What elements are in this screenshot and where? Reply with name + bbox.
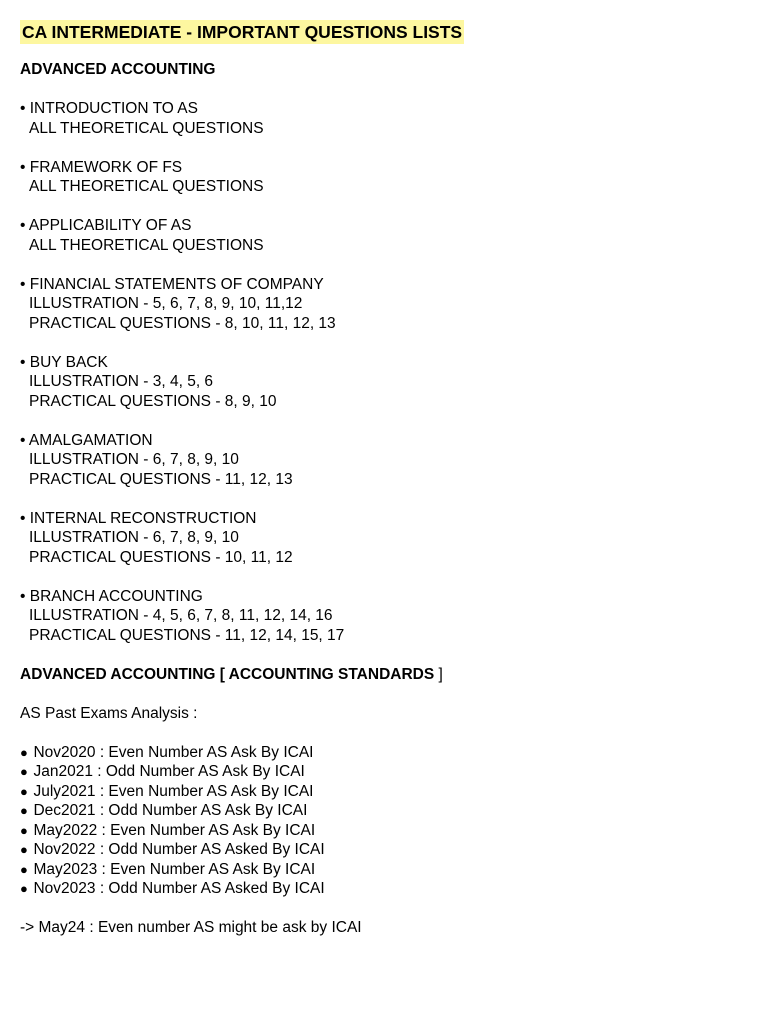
topic-name-text: FINANCIAL STATEMENTS OF COMPANY xyxy=(29,275,324,293)
bullet-icon: • xyxy=(20,100,30,117)
page-title: CA INTERMEDIATE - IMPORTANT QUESTIONS LISTS xyxy=(22,22,463,42)
topic-name-text: APPLICABILITY OF AS xyxy=(28,217,192,234)
topic-detail: ALL THEORETICAL QUESTIONS xyxy=(29,236,264,254)
topic-detail: ALL THEORETICAL QUESTIONS xyxy=(29,178,264,195)
list-item-text: Nov2020 : Even Number AS Ask By ICAI xyxy=(33,743,314,761)
list-item xyxy=(20,801,768,821)
list-item xyxy=(20,821,768,841)
topic-name xyxy=(20,587,768,607)
topic-name-text: BUY BACK xyxy=(29,353,108,371)
exam-analysis-list xyxy=(20,743,768,899)
topic-name xyxy=(20,431,768,451)
list-item-text: Nov2022 : Odd Number AS Asked By ICAI xyxy=(33,841,325,858)
bullet-icon: ● xyxy=(20,881,32,896)
bullet-icon: ● xyxy=(20,803,32,818)
topic-name xyxy=(20,99,768,119)
bullet-icon: ● xyxy=(20,744,32,760)
topic-detail: PRACTICAL QUESTIONS - 8, 10, 11, 12, 13 xyxy=(29,314,336,332)
bullet-icon: • xyxy=(20,509,30,527)
topic-name-text: FRAMEWORK OF FS xyxy=(29,158,183,176)
analysis-intro: AS Past Exams Analysis : xyxy=(20,704,198,722)
section-heading-bold: ADVANCED ACCOUNTING [ ACCOUNTING STANDARDS xyxy=(20,665,435,683)
topic-name-text: AMALGAMATION xyxy=(28,431,153,449)
list-item xyxy=(20,879,768,899)
topic-detail: ALL THEORETICAL QUESTIONS xyxy=(29,119,264,137)
topic-detail: ILLUSTRATION - 6, 7, 8, 9, 10 xyxy=(29,529,239,546)
prediction-note: -> May24 : Even number AS might be ask by ICAI xyxy=(20,919,362,936)
topic-name xyxy=(20,216,768,236)
topic-detail: ILLUSTRATION - 6, 7, 8, 9, 10 xyxy=(29,451,239,468)
topic-detail: ILLUSTRATION - 4, 5, 6, 7, 8, 11, 12, 14, 16 xyxy=(29,607,333,624)
bullet-icon: • xyxy=(20,431,29,449)
topic-detail: PRACTICAL QUESTIONS - 11, 12, 14, 15, 17 xyxy=(29,626,345,644)
bullet-icon: • xyxy=(20,587,30,605)
bullet-icon: ● xyxy=(20,764,32,779)
topic-detail: PRACTICAL QUESTIONS - 10, 11, 12 xyxy=(29,548,293,566)
title-row xyxy=(20,20,768,44)
topic-name xyxy=(20,353,768,373)
topic-detail: PRACTICAL QUESTIONS - 11, 12, 13 xyxy=(29,470,293,488)
list-item-text: Jan2021 : Odd Number AS Ask By ICAI xyxy=(33,763,305,780)
bullet-icon: • xyxy=(20,158,30,176)
topic-detail: ILLUSTRATION - 5, 6, 7, 8, 9, 10, 11,12 xyxy=(29,295,303,312)
bullet-icon: ● xyxy=(20,822,32,838)
section-heading-advanced-accounting: ADVANCED ACCOUNTING xyxy=(20,61,216,78)
bullet-icon: • xyxy=(20,217,29,234)
topic-name xyxy=(20,275,768,295)
list-item-text: May2022 : Even Number AS Ask By ICAI xyxy=(33,821,316,839)
list-item xyxy=(20,743,768,763)
section-heading-tail: ] xyxy=(434,665,443,683)
topic-name-text: INTRODUCTION TO AS xyxy=(29,100,198,117)
topic-name xyxy=(20,509,768,529)
topic-list xyxy=(20,99,768,665)
topic-name xyxy=(20,158,768,178)
topic-detail: ILLUSTRATION - 3, 4, 5, 6 xyxy=(29,373,214,390)
topic-name-text: BRANCH ACCOUNTING xyxy=(29,587,203,605)
bullet-icon: • xyxy=(20,275,30,293)
bullet-icon: • xyxy=(20,353,30,371)
bullet-icon: ● xyxy=(20,783,32,799)
list-item-text: May2023 : Even Number AS Ask By ICAI xyxy=(33,860,316,878)
list-item-text: Dec2021 : Odd Number AS Ask By ICAI xyxy=(33,802,308,819)
list-item-text: July2021 : Even Number AS Ask By ICAI xyxy=(33,782,314,800)
list-item-text: Nov2023 : Odd Number AS Asked By ICAI xyxy=(33,880,325,897)
list-item xyxy=(20,860,768,880)
list-item xyxy=(20,762,768,782)
topic-detail: PRACTICAL QUESTIONS - 8, 9, 10 xyxy=(29,392,277,410)
topic-name-text: INTERNAL RECONSTRUCTION xyxy=(29,509,257,527)
section-heading-accounting-standards xyxy=(20,665,768,685)
bullet-icon: ● xyxy=(20,861,32,877)
bullet-icon: ● xyxy=(20,842,32,857)
list-item xyxy=(20,840,768,860)
list-item xyxy=(20,782,768,802)
